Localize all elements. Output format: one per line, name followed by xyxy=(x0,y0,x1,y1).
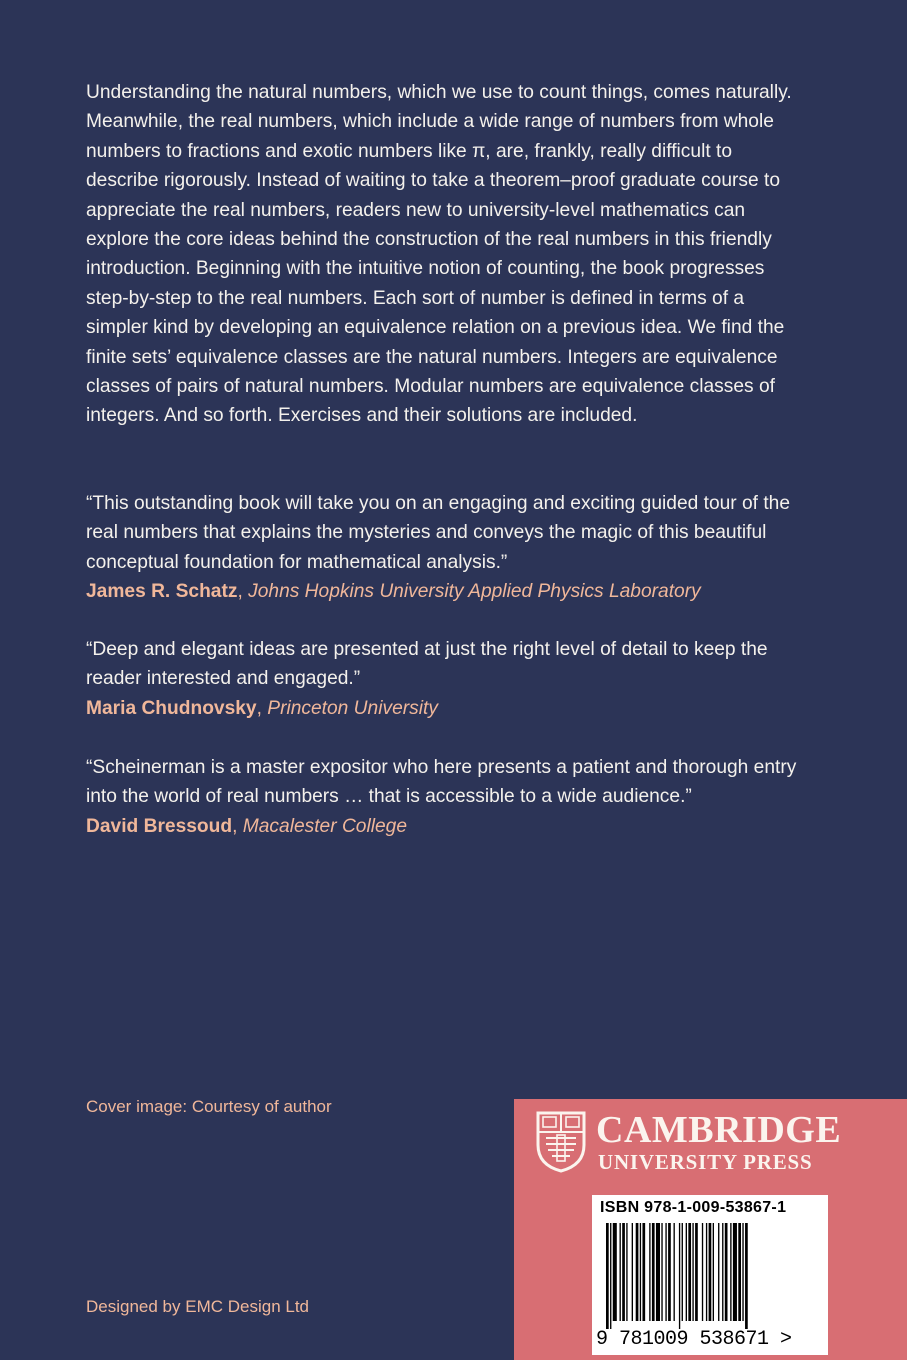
barcode-bar xyxy=(682,1223,683,1321)
barcode-bar xyxy=(661,1223,662,1321)
publisher-subname: UNIVERSITY PRESS xyxy=(598,1150,813,1174)
cambridge-crest-icon xyxy=(536,1111,586,1173)
barcode-bar xyxy=(738,1223,741,1321)
barcode-bars xyxy=(598,1223,814,1329)
endorsement-3 xyxy=(86,753,806,841)
barcode-bar xyxy=(745,1223,748,1329)
endorser-affiliation: Princeton University xyxy=(267,697,438,719)
endorsement-1 xyxy=(86,489,806,607)
barcode-bar xyxy=(742,1223,743,1321)
barcode-bar xyxy=(606,1223,609,1329)
barcode-bar xyxy=(686,1223,687,1321)
barcode-bar xyxy=(695,1223,698,1321)
barcode-digits: 9 781009 538671 > xyxy=(596,1328,792,1351)
barcode-bar xyxy=(688,1223,691,1321)
endorser-name: James R. Schatz xyxy=(86,581,238,603)
barcode-bar xyxy=(620,1223,621,1321)
publisher-name: CAMBRIDGE xyxy=(596,1109,842,1151)
barcode-bar xyxy=(713,1223,714,1321)
endorser-name: Maria Chudnovsky xyxy=(86,697,257,719)
barcode-bar xyxy=(622,1223,625,1321)
endorsement-attribution: David Bressoud, Macalester College xyxy=(86,815,408,837)
cover-image-credit: Cover image: Courtesy of author xyxy=(86,1097,332,1116)
endorsement-quote: “Deep and elegant ideas are presented at just the right level of detail to keep the reader interested and engaged.” xyxy=(86,639,768,690)
isbn-label: ISBN 978-1-009-53867-1 xyxy=(600,1199,787,1216)
endorsement-quote: “This outstanding book will take you on an engaging and exciting guided tour of the real numbers that explains the mysteries and conveys the magic of this beautiful conceptual foundation for mathematical analysis.” xyxy=(86,493,791,573)
barcode-bar xyxy=(626,1223,627,1321)
endorser-name: David Bressoud xyxy=(86,815,233,837)
endorsement-2 xyxy=(86,635,806,723)
book-description: Understanding the natural numbers, which we use to count things, comes naturally. Meanwhile, the real numbers, which include a wide range of numbers from whole numbers to fractions and exotic numbers like π, are, frankly, really difficult to describe rigorously. Instead of waiting to take a theorem–proof graduate course to appreciate the real numbers, readers new to university-level mathematics can explore the core ideas behind the construction of the real numbers in this friendly introduction. Beginning with the intuitive notion of counting, the book progresses step-by-step to the real numbers. Each sort of number is defined in terms of a simpler kind by developing an equivalence relation on a previous idea. We find the finite sets’ equivalence classes are the natural numbers. Integers are equivalence classes of pairs of natural numbers. Modular numbers are equivalence classes of integers. And so forth. Exercises and their solutions are included. xyxy=(86,82,792,427)
endorser-affiliation: Johns Hopkins University Applied Physics Laboratory xyxy=(248,581,701,603)
barcode-bar xyxy=(733,1223,737,1321)
barcode-bar xyxy=(718,1223,719,1321)
barcode-bar xyxy=(665,1223,666,1321)
barcode-bar xyxy=(656,1223,660,1321)
barcode-bar xyxy=(636,1223,639,1321)
design-credit: Designed by EMC Design Ltd xyxy=(86,1297,310,1316)
barcode-bar xyxy=(613,1223,617,1321)
barcode-bar xyxy=(692,1223,693,1321)
barcode-bar xyxy=(668,1223,671,1321)
publisher-panel xyxy=(514,1099,907,1360)
endorser-affiliation: Macalester College xyxy=(242,815,408,837)
endorsement-quote: “Scheinerman is a master expositor who here presents a patient and thorough entry into the world of real numbers … that is accessible to a wide audience.” xyxy=(86,757,797,808)
barcode-bar xyxy=(730,1223,731,1321)
barcode-bar xyxy=(674,1223,675,1321)
endorsement-attribution: Maria Chudnovsky, Princeton University xyxy=(86,697,438,719)
barcode-bar xyxy=(610,1223,611,1329)
endorsement-attribution: James R. Schatz, Johns Hopkins University Applied Physics Laboratory xyxy=(86,581,701,603)
barcode-bar xyxy=(632,1223,633,1321)
barcode-bar xyxy=(706,1223,707,1321)
barcode-bar xyxy=(709,1223,712,1321)
isbn-barcode xyxy=(592,1195,828,1355)
barcode-bar xyxy=(702,1223,703,1321)
barcode-bar xyxy=(649,1223,650,1321)
barcode-bar xyxy=(652,1223,655,1321)
barcode-bar xyxy=(722,1223,723,1321)
barcode-bar xyxy=(679,1223,680,1329)
barcode-bar xyxy=(640,1223,641,1321)
barcode-bar xyxy=(725,1223,728,1321)
barcode-bar xyxy=(642,1223,645,1321)
